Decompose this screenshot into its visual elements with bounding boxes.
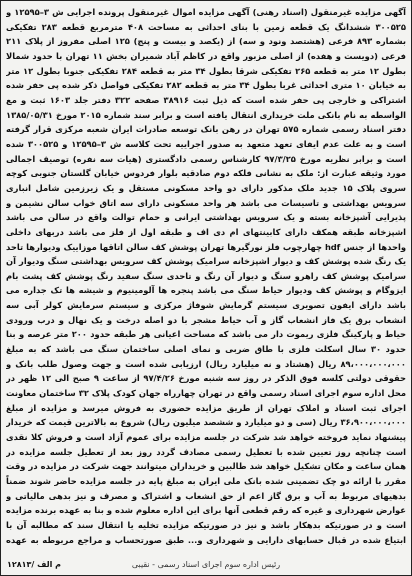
signature-line: رئیس اداره سوم اجرای اسناد رسمی - نقیبی [131, 560, 281, 569]
notice-body-text: آگهی مزایده غیرمنقول (اسناد رهنی) آگهی مزایده اموال غیرمنقول پرونده اجرایی ش ۳–۱۲۵۹۵ و ۳۰۰۵۲۵ ششدانگ یک قطعه زمین با بنای احداثی به مساحت ۴۰۸ مترمربع قطعه ۲۸۳ تفکیکی بشماره ۸۹۳ فرعی (هشتصد ونود و سه) از (یکصد و بیست و پنج) ۱۲۵ اصلی مفروز از پلاک ۲۱۱ فرعی (دویست و هفده) از اصلی مزبور واقع در کاظم آباد شمیران بخش ۱۱ تهران با حدود شمالا بطول ۱۲ متر به قطعه ۲۶۵ تفکیکی شرقا بطول ۳۴ متر به قطعه ۲۸۴ تفکیکی جنوبا بطول ۱۲ متر به خیابان ۱۰ متری احداثی غربا بطول ۳۴ متر به قطعه ۲۸۲ تفکیکی فواصل ذکر شده پی حفر شده اشتراکی و خارجی پی حفر شده است که ذیل ثبت ۳۸۹۱۶ صفحه ۳۲۲ دفتر جلد ۱۶۰۳ ثبت و مع الواسطه به نام بانکی ملت خریداری انتقال یافته است و برابر سند شماره ۲۰۱۵ مورخ ۱۳۸۵/۰۵/۳۱ دفتر اسناد رسمی شماره ۵۷۵ تهران در رهن بانک توسعه صادرات ایران شعبه مرکزی قرار گرفته است و به علت عدم ایفای تعهد متعهد به صدور اجراییه تحت کلاسه ش ۳–۱۲۵۹۵ و ۳۰۰۵۲۵ شده است و برابر نظریه مورخ ۹۷/۳/۲۵ کارشناس رسمی دادگستری (هیات سه نفره) توصیف اجمالی مورد وثیقه عبارت از: ملک به نشانی فلکه دوم صادقیه بلوار فردوس خیابان گلستان جنوبی کوچه سروی پلاک ۱۵ جدید ملک مذکور دارای دو واحد مسکونی مستقل و یک زیرزمین شامل انباری سرویس بهداشتی و تاسیسات می باشد هر واحد مسکونی دارای سه اتاق خواب سالن نشیمن و پذیرایی آشپزخانه بسته و یک سرویس بهداشتی ایرانی و حمام توالت واقع در سالن می باشد اشپزخانه طبقه همکف دارای کابینتهای ام دی اف و طبقه اول از فلز می باشد دربهای داخلی واحدها از جنس hdf چهارچوب فلز نورگیرها تهران پوشش کف سالن اتاقها موزاییک ودیوارها تاحد یک رنگ شده پوشش کف و دیوار اشپزخانه سرامیک پوشش کف سرویس بهداشتی سنگ ودیوار آن سرامیک پوشش کف راهرو سنگ و دیوار آن رنگ و تاحدی سنگ سفید رنگ پوشش کف پشت بام ایزوگام و پوشش کف ودیوار حیاط سنگ می باشد پنجره ها آلومینیوم و شیشه ها تک جداره می باشد دارای ایفون تصویری سیستم گرمایش شوفاژ مرکزی و سیستم سرمایش کولر آبی سه انشعاب برق یک فاز انشعاب گاز و آب حیاط مشجر با دو اصله درخت و یک نهال و درب ورودی حیاط و پارکینگ فلزی ریموت دار می باشد که مساحت اعیانی هر طبقه حدود ۲۰۰ متر عرصه و بنا حدود ۳۰ سال اسکلت فلزی با طاق ضربی و نمای اصلی ساختمان سنگ می باشد که به مبلغ ۸۹،۰۰۰،۰۰۰،۰۰۰ ریال (هشتاد و نه میلیارد ریال) ارزیابی شده است و جهت وصول طلب بانک و حقوقی دولتی کلسه فوق الذکر در روز سه شنبه مورخ ۹۷/۴/۲۶ از ساعت ۹ صبح الی ۱۲ ظهر در محل اداره سوم اجرای اسناد رسمی واقع در تهران چهارراه جهان کودک پلاک ۳۲ ساختمان معاونت اجرای ثبت اسناد و املاک تهران از طریق مزایده حضوری به فروش میرسد و مزایده از مبلغ ۳۶،۹۰۰،۰۰۰،۰۰۰ ریال (سی و دو میلیارد و ششصد میلیون ریال) شروع به بالاترین قیمت که خریدار پیشنهاد نماید فروخته خواهد شد شرکت در جلسه مزایده برای عموم آزاد است و فروش کلا نقدی است چنانچه روز تعیین شده با تعطیل رسمی مصادف گردد روز بعد از تعطیل جلسه مزایده در همان ساعت و مکان تشکیل خواهد شد طالبین و خریداران میتوانند جهت شرکت در مزایده در وقت مقرر با ارائه دو چک تضمینی شده بانک ملی ایران به مبلغ پایه در جلسه مزایده حاضر شوند ضمناً بدهیهای مربوط به آب و برق گاز اعم از حق انشعاب و اشتراک و مصرف و نیز بدهی مالیاتی و عوارض شهرداری و غیره که رقم قطعی آنها برای این اداره معلوم شده و بنا به عهده برنده مزایده است و در صورتیکه بدهکار باشد و نیز در صورتیکه مزایده تخلیه یا انتقال سند که مطالبه آن با ابتیاع شده در قبال حسابهای دارایی و شهرداری و... طبق صورتحساب و مراجع مربوطه به عهده [6, 7, 406, 545]
reference-number: ۱۲۸۱۳/ م الف [7, 560, 62, 569]
